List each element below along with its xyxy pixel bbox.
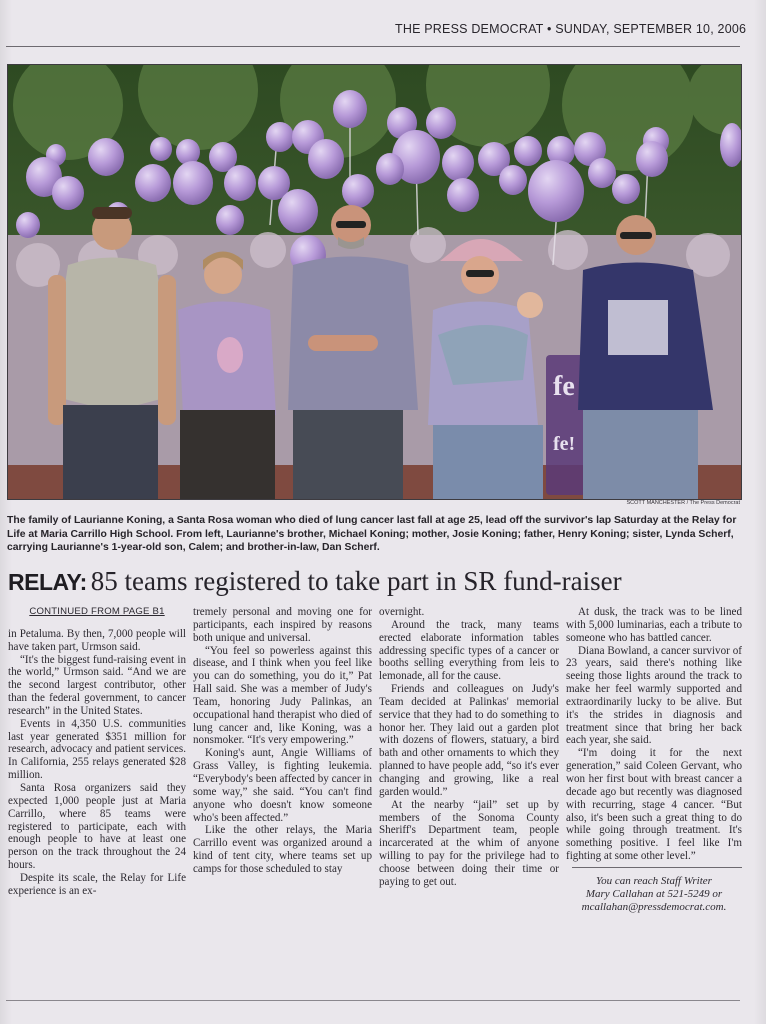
contact-email: mcallahan@pressdemocrat.com. xyxy=(581,900,727,913)
event-photo xyxy=(7,64,742,500)
paragraph: Santa Rosa organizers said they expected 1,000 people just at Maria Carrillo, where 85 teams were registered to participate, each with enough people to have at least one person on the track throughout the 24 hours. xyxy=(8,781,186,872)
contact-line: You can reach Staff Writer xyxy=(596,874,712,887)
paragraph: “I'm doing it for the next generation,” said Coleen Gervant, who won her first bout with breast cancer a decade ago but recently was diagnosed with recurring, stage 4 cancer. “But also, it's been such a great thing to do while going through treatment. It's something positive. I feel like I'm fighting at some other level.” xyxy=(566,747,742,863)
article-column-1 xyxy=(8,606,186,898)
paragraph: At the nearby “jail” set up by members of the Sonoma County Sheriff's Department team, people incarcerated at the whim of anyone willing to pay for the privilege had to choose between doing their time or paying to get out. xyxy=(379,798,559,888)
article-column-2 xyxy=(193,606,372,876)
article-headline xyxy=(8,566,748,604)
page-header: THE PRESS DEMOCRAT • SUNDAY, SEPTEMBER 10, 2006 xyxy=(395,22,747,36)
paragraph: Friends and colleagues on Judy's Team decided at Palinkas' memorial service that they had to do something to honor her. They laid out a garden plot with dozens of flowers, statuary, a bird bath and other ornaments to which they planned to have people add, “so it's ever changing and growing, like a real garden would.” xyxy=(379,683,559,798)
headline-main: 85 teams registered to take part in SR fund-raiser xyxy=(90,566,622,596)
photo-credit: SCOTT MANCHESTER / The Press Democrat xyxy=(626,500,740,506)
paragraph: Diana Bowland, a cancer survivor of 23 years, said there's nothing like seeing those lights around the track to make her feel warmly supported and extraordinarily lucky to be alive. But it's the strides in diagnosis and treatment since that bring her back each year, she said. xyxy=(566,644,742,747)
paragraph: tremely personal and moving one for participants, each inspired by reasons both unique and universal. xyxy=(193,606,372,644)
photo-caption: The family of Laurianne Koning, a Santa Rosa woman who died of lung cancer last fall at age 25, lead off the survivor's lap Saturday at the Relay for Life at Maria Carrillo High School. From left, Laurianne's brother, Michael Koning; mother, Josie Koning; father, Henry Koning; sister, Lynda Scherf, carrying Laurianne's 1-year-old son, Calem; and brother-in-law, Dan Scherf. xyxy=(7,515,737,553)
article-column-4 xyxy=(566,606,742,914)
paragraph: in Petaluma. By then, 7,000 people will have taken part, Urmson said. xyxy=(8,627,186,653)
photo-illustration xyxy=(8,65,741,499)
author-contact xyxy=(566,875,742,914)
article-column-3 xyxy=(379,606,559,889)
paragraph: At dusk, the track was to be lined with 5,000 luminarias, each a tribute to someone who has battled cancer. xyxy=(566,606,742,644)
continued-from-label: CONTINUED FROM PAGE B1 xyxy=(29,606,165,617)
paragraph: Koning's aunt, Angie Williams of Grass Valley, is fighting leukemia. “Everybody's been affected by cancer in some way,” she said. “You can't find anyone who doesn't know someone who's been affected.” xyxy=(193,747,372,824)
banner-text-2: fe! xyxy=(553,433,576,455)
paragraph: Like the other relays, the Maria Carrillo event was organized around a kind of tent city, where teams set up camps for those scheduled to stay xyxy=(193,824,372,875)
banner-text: fe xyxy=(553,371,575,402)
header-rule xyxy=(6,46,740,47)
contact-line: Mary Callahan at 521-5249 or xyxy=(585,887,723,900)
paragraph: Despite its scale, the Relay for Life experience is an ex- xyxy=(8,871,186,897)
bottom-rule xyxy=(6,1000,740,1001)
paragraph: Events in 4,350 U.S. communities last year generated $351 million for research, advocacy and patient services. In California, 255 relays generated $28 million. xyxy=(8,717,186,782)
paragraph: Around the track, many teams erected elaborate information tables addressing specific types of a cancer or booths selling everything from leis to lemonade, all for the cause. xyxy=(379,618,559,683)
paragraph: overnight. xyxy=(379,606,425,618)
paragraph: “You feel so powerless against this disease, and I think when you feel like you can do something, you do it,” Pat Hall said. She was a member of Judy's Team, honoring Judy Palinkas, an occupational hand therapist who died of lung cancer and, like Koning, was a nonsmoker. “It's very empowering.” xyxy=(193,644,372,747)
paragraph: “It's the biggest fund-raising event in the world,” Urmson said. “And we are the second largest contributor, other than the federal government, to cancer research” in the United States. xyxy=(8,653,186,717)
headline-kicker: RELAY: xyxy=(8,569,87,595)
signature-rule xyxy=(572,867,742,868)
